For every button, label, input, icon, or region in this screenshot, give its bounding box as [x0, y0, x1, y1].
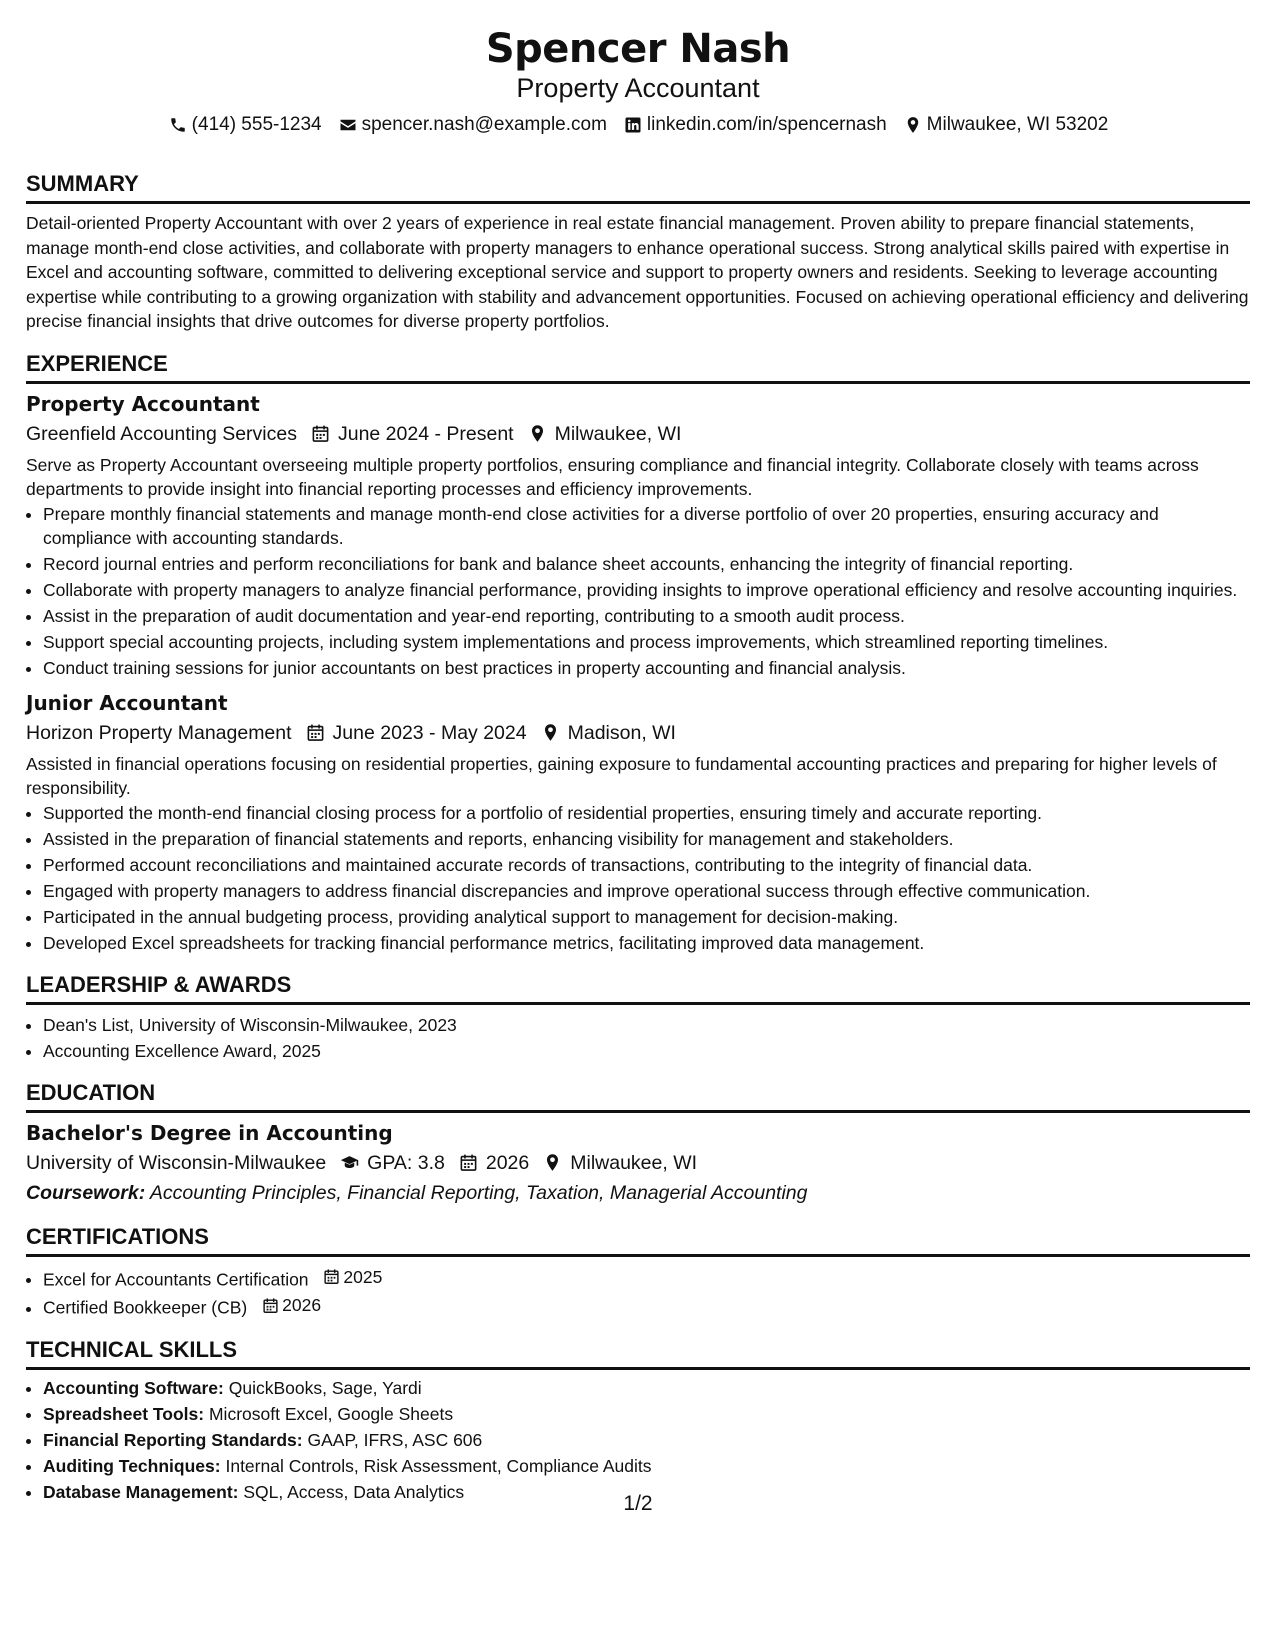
- section-title-experience: EXPERIENCE: [26, 351, 1250, 384]
- list-item: • Record journal entries and perform reconciliations for bank and balance sheet accounts, enhancing the integrity of financial reporting.: [43, 552, 1250, 576]
- list-item: [43, 1454, 1250, 1478]
- skill-value: Microsoft Excel, Google Sheets: [208, 1403, 454, 1424]
- school-name: University of Wisconsin-Milwaukee: [26, 1151, 327, 1174]
- page-number: 1/2: [623, 1492, 653, 1515]
- map-pin-icon: [528, 424, 547, 443]
- job-entry: [26, 690, 1250, 955]
- education-year: 2026: [459, 1150, 529, 1176]
- section-title-leadership: LEADERSHIP & AWARDS: [26, 972, 1250, 1005]
- phone-icon: [168, 115, 188, 135]
- section-title-skills: TECHNICAL SKILLS: [26, 1337, 1250, 1370]
- list-item: • Support special accounting projects, including system implementations and process improvements, which streamlined reporting timelines.: [43, 630, 1250, 654]
- linkedin-icon: [623, 115, 643, 135]
- list-item: [43, 1376, 1250, 1400]
- section-title-certifications: CERTIFICATIONS: [26, 1224, 1250, 1257]
- resume-page: [26, 0, 1250, 1515]
- list-item: • Assisted in the preparation of financial statements and reports, enhancing visibility for management and stakeholders.: [43, 827, 1250, 851]
- certification-name: Certified Bookkeeper (CB): [43, 1297, 248, 1318]
- contact-line: [26, 113, 1250, 137]
- coursework-text: Accounting Principles, Financial Reporting, Taxation, Managerial Accounting: [149, 1181, 808, 1204]
- job-location: Milwaukee, WI: [528, 421, 682, 447]
- coursework-line: [26, 1180, 1250, 1206]
- list-item: • Prepare monthly financial statements and manage month-end close activities for a diverse portfolio of over 20 properties, ensuring accuracy and compliance with accounting standards.: [43, 502, 1250, 550]
- summary-text: Detail-oriented Property Accountant with over 2 years of experience in real estate financial management. Proven ability to prepare financial statements, manage month-end close activities, and collaborate with property managers to enhance operational success. Strong analytical skills paired with expertise in Excel and accounting software, committed to delivering exceptional service and support to property owners and residents. Seeking to leverage accounting expertise while contributing to a growing organization with stability and advancement opportunities. Focused on achieving operational efficiency and delivering precise financial insights that drive outcomes for diverse property portfolios.: [26, 213, 1249, 331]
- education-location: Milwaukee, WI: [543, 1150, 697, 1176]
- job-title: Junior Accountant: [26, 690, 228, 715]
- experience-section: [26, 351, 1250, 955]
- job-title: Property Accountant: [26, 391, 260, 416]
- job-description: Assisted in financial operations focusing on residential properties, gaining exposure to fundamental accounting practices and preparing for higher levels of responsibility.: [26, 753, 1217, 798]
- skill-label: Database Management:: [43, 1481, 239, 1502]
- leadership-section: [26, 972, 1250, 1063]
- list-item: • Assist in the preparation of audit documentation and year-end reporting, contributing to a smooth audit process.: [43, 604, 1250, 628]
- skill-value: SQL, Access, Data Analytics: [243, 1481, 465, 1502]
- job-dates: June 2024 - Present: [311, 421, 514, 447]
- summary-section: [26, 171, 1250, 334]
- linkedin-link[interactable]: linkedin.com/in/spencernash: [646, 114, 887, 135]
- list-item: [43, 1402, 1250, 1426]
- resume-header: [26, 0, 1250, 137]
- skills-section: [26, 1337, 1250, 1504]
- list-item: [43, 1428, 1250, 1452]
- map-pin-icon: [541, 723, 560, 742]
- education-section: [26, 1080, 1250, 1206]
- calendar-icon: [311, 424, 330, 443]
- candidate-name: Spencer Nash: [485, 26, 791, 72]
- job-description: Serve as Property Accountant overseeing multiple property portfolios, ensuring compliance and financial integrity. Collaborate closely with teams across departments to provide insight into financial reporting processes and efficiency improvements.: [26, 454, 1199, 499]
- candidate-role: Property Accountant: [516, 73, 760, 103]
- job-bullets: [26, 502, 1250, 680]
- job-dates: June 2023 - May 2024: [306, 720, 527, 746]
- calendar-icon: [306, 723, 325, 742]
- skill-label: Accounting Software:: [43, 1377, 224, 1398]
- job-bullets: [26, 801, 1250, 955]
- certification-date: 2026: [262, 1293, 321, 1317]
- list-item: • Performed account reconciliations and maintained accurate records of transactions, contributing to the integrity of financial data.: [43, 853, 1250, 877]
- skill-value: QuickBooks, Sage, Yardi: [228, 1377, 422, 1398]
- contact-phone: [168, 113, 322, 137]
- list-item: [43, 1293, 1250, 1320]
- list-item: • Engaged with property managers to address financial discrepancies and improve operational success through effective communication.: [43, 879, 1250, 903]
- certification-name: Excel for Accountants Certification: [43, 1269, 309, 1289]
- skill-label: Spreadsheet Tools:: [43, 1403, 205, 1424]
- list-item: • Supported the month-end financial closing process for a portfolio of residential properties, ensuring timely and accurate reporting.: [43, 801, 1250, 825]
- map-pin-icon: [903, 115, 923, 135]
- skill-label: Auditing Techniques:: [43, 1455, 221, 1476]
- job-location: Madison, WI: [541, 720, 676, 746]
- company-name: Horizon Property Management: [26, 721, 292, 744]
- contact-linkedin[interactable]: [623, 113, 887, 137]
- graduation-cap-icon: [340, 1153, 359, 1172]
- coursework-label: Coursework:: [26, 1181, 146, 1204]
- skill-value: GAAP, IFRS, ASC 606: [307, 1429, 483, 1450]
- list-item: [43, 1265, 1250, 1292]
- job-entry: [26, 391, 1250, 680]
- section-title-summary: SUMMARY: [26, 171, 1250, 204]
- job-meta: [26, 421, 1250, 447]
- calendar-icon: [459, 1153, 478, 1172]
- skills-list: [26, 1376, 1250, 1504]
- education-meta: [26, 1150, 1250, 1176]
- job-meta: [26, 720, 1250, 746]
- list-item: • Developed Excel spreadsheets for tracking financial performance metrics, facilitating improved data management.: [43, 931, 1250, 955]
- contact-location: [903, 113, 1109, 137]
- email-link[interactable]: spencer.nash@example.com: [361, 114, 607, 135]
- certifications-list: [26, 1265, 1250, 1320]
- section-title-education: EDUCATION: [26, 1080, 1250, 1113]
- map-pin-icon: [543, 1153, 562, 1172]
- list-item: • Collaborate with property managers to analyze financial performance, providing insights to improve operational efficiency and resolve accounting inquiries.: [43, 578, 1250, 602]
- education-gpa: GPA: 3.8: [340, 1150, 445, 1176]
- skill-value: Internal Controls, Risk Assessment, Compliance Audits: [225, 1455, 652, 1476]
- awards-list: [26, 1013, 1250, 1063]
- list-item: • Dean's List, University of Wisconsin-Milwaukee, 2023: [43, 1013, 1250, 1037]
- list-item: • Participated in the annual budgeting process, providing analytical support to management for decision-making.: [43, 905, 1250, 929]
- calendar-icon: [262, 1297, 279, 1314]
- certifications-section: [26, 1224, 1250, 1320]
- company-name: Greenfield Accounting Services: [26, 422, 297, 445]
- skill-label: Financial Reporting Standards:: [43, 1429, 303, 1450]
- calendar-icon: [323, 1268, 340, 1285]
- degree-title: Bachelor's Degree in Accounting: [26, 1120, 393, 1145]
- phone-text: (414) 555-1234: [191, 114, 322, 135]
- list-item: • Accounting Excellence Award, 2025: [43, 1039, 1250, 1063]
- list-item: • Conduct training sessions for junior accountants on best practices in property accounting and financial analysis.: [43, 656, 1250, 680]
- location-text: Milwaukee, WI 53202: [926, 114, 1109, 135]
- contact-email[interactable]: [338, 113, 607, 137]
- envelope-icon: [338, 115, 358, 135]
- certification-date: 2025: [323, 1265, 382, 1289]
